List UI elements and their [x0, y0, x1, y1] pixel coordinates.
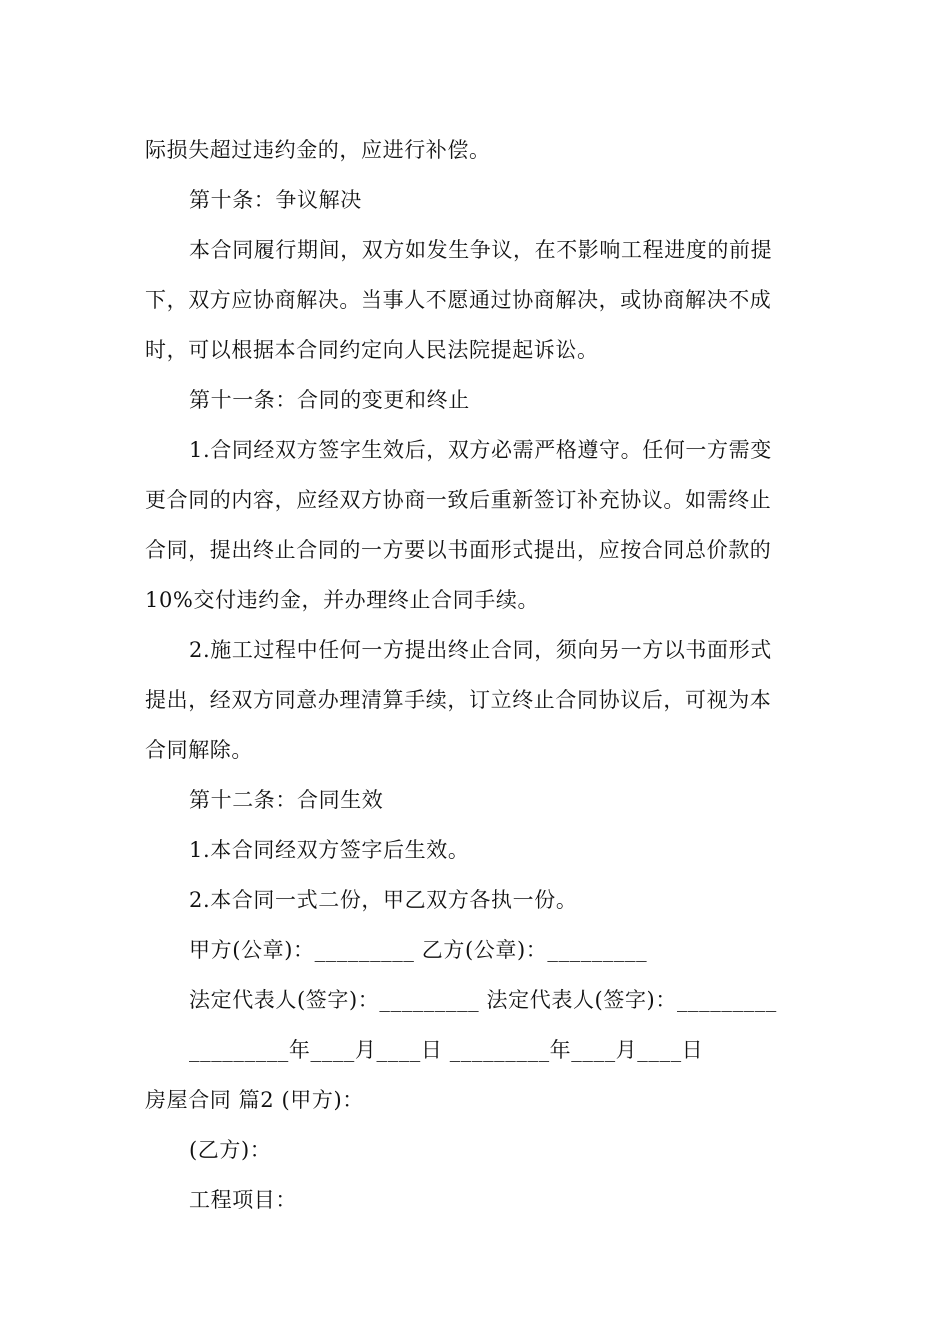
- party-b-line: (乙方)：: [189, 1138, 272, 1162]
- paragraph-line: 合同，提出终止合同的一方要以书面形式提出，应按合同总价款的: [145, 538, 772, 562]
- paragraph-line: 10%交付违约金，并办理终止合同手续。: [145, 588, 540, 612]
- article-11-heading: 第十一条：合同的变更和终止: [189, 388, 470, 412]
- paragraph-line: 际损失超过违约金的，应进行补偿。: [145, 138, 491, 162]
- article-12-heading: 第十二条：合同生效: [189, 788, 384, 812]
- paragraph-line: 合同解除。: [145, 738, 253, 762]
- paragraph-line: 2.本合同一式二份，甲乙双方各执一份。: [189, 888, 578, 912]
- paragraph-line: 下，双方应协商解决。当事人不愿通过协商解决，或协商解决不成: [145, 288, 772, 312]
- paragraph-line: 本合同履行期间，双方如发生争议，在不影响工程进度的前提: [189, 238, 773, 262]
- paragraph-line: 1.本合同经双方签字后生效。: [189, 838, 470, 862]
- paragraph-line: 2.施工过程中任何一方提出终止合同，须向另一方以书面形式: [189, 638, 772, 662]
- date-line: _________年____月____日 _________年____月____日: [189, 1038, 704, 1062]
- paragraph-line: 提出，经双方同意办理清算手续，订立终止合同协议后，可视为本: [145, 688, 772, 712]
- party-seal-line: 甲方(公章)：_________ 乙方(公章)：_________: [189, 938, 648, 962]
- project-line: 工程项目：: [189, 1188, 297, 1212]
- contract-2-heading: 房屋合同 篇2 (甲方)：: [145, 1088, 364, 1112]
- representative-signature-line: 法定代表人(签字)：_________ 法定代表人(签字)：_________: [189, 988, 777, 1012]
- paragraph-line: 时，可以根据本合同约定向人民法院提起诉讼。: [145, 338, 599, 362]
- paragraph-line: 1.合同经双方签字生效后，双方必需严格遵守。任何一方需变: [189, 438, 772, 462]
- paragraph-line: 更合同的内容，应经双方协商一致后重新签订补充协议。如需终止: [145, 488, 772, 512]
- article-10-heading: 第十条：争议解决: [189, 188, 362, 212]
